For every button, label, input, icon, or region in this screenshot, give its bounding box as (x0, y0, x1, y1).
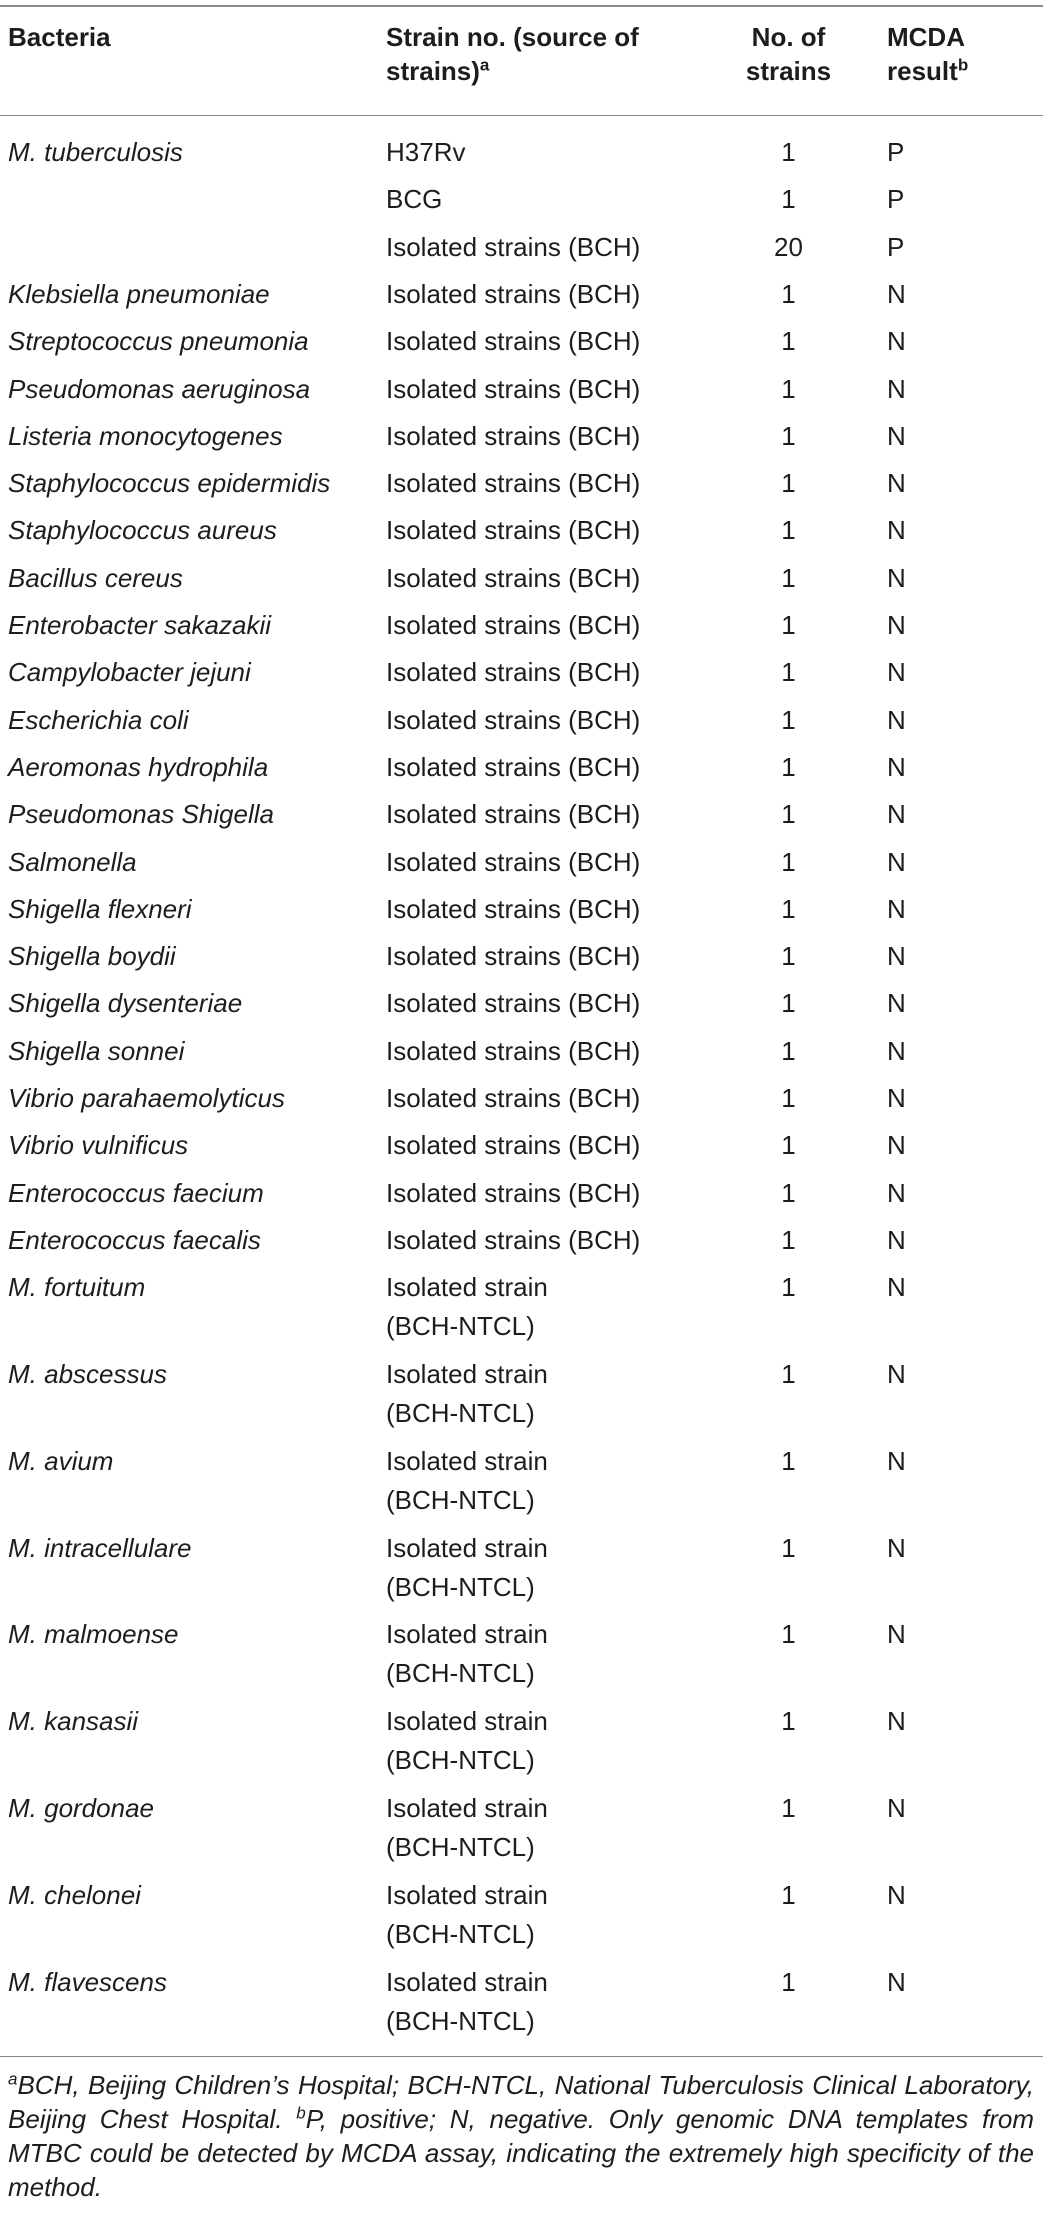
cell-strain-source: Isolated strain (386, 1879, 548, 1910)
cell-mcda-result: N (887, 1035, 906, 1066)
cell-number-of-strains: 1 (781, 1966, 796, 1997)
header-result-line2 (887, 54, 968, 88)
cell-strain-source-line2: (BCH-NTCL) (386, 2005, 535, 2036)
cell-strain-source-line2: (BCH-NTCL) (386, 1918, 535, 1949)
cell-mcda-result: N (887, 373, 906, 404)
cell-strain-source-line2: (BCH-NTCL) (386, 1832, 535, 1862)
cell-strain-source: Isolated strains (BCH) (386, 941, 641, 972)
cell-mcda-result: N (887, 1130, 906, 1161)
cell-bacteria: Aeromonas hydrophila (8, 751, 269, 782)
cell-mcda-result: N (887, 941, 906, 972)
cell-bacteria: M. malmoense (8, 1619, 179, 1650)
header-count-line2: strains (745, 56, 832, 86)
cell-mcda-result: N (887, 1177, 906, 1208)
cell-number-of-strains: 1 (781, 515, 796, 546)
cell-mcda-result: N (887, 1272, 906, 1303)
cell-strain-source: Isolated strains (BCH) (386, 326, 641, 357)
cell-number-of-strains: 1 (781, 1130, 796, 1161)
cell-mcda-result: N (887, 1445, 906, 1476)
cell-number-of-strains: 20 (774, 231, 803, 262)
cell-strain-source: Isolated strains (BCH) (386, 373, 641, 404)
header-strain-line2 (386, 54, 639, 88)
footnote-marker-b: b (957, 55, 969, 75)
cell-number-of-strains: 1 (781, 278, 796, 309)
cell-number-of-strains: 1 (781, 751, 796, 782)
cell-mcda-result: N (887, 704, 906, 735)
header-bottom-rule (0, 115, 1043, 116)
cell-mcda-result: N (887, 846, 906, 877)
header-strain-line1: Strain no. (source of (386, 22, 639, 52)
cell-number-of-strains: 1 (781, 1706, 796, 1737)
cell-bacteria: M. kansasii (8, 1706, 139, 1737)
cell-number-of-strains: 1 (781, 184, 796, 215)
header-bacteria: Bacteria (8, 22, 111, 52)
cell-strain-source-line2: (BCH-NTCL) (386, 1484, 535, 1515)
footnote-sup-b: b (296, 2103, 306, 2123)
cell-mcda-result: N (887, 1359, 906, 1389)
cell-strain-source: Isolated strains (BCH) (386, 751, 641, 782)
cell-bacteria: Bacillus cereus (8, 562, 183, 593)
cell-strain-source: Isolated strains (BCH) (386, 610, 641, 640)
cell-number-of-strains: 1 (781, 1793, 796, 1823)
cell-bacteria: M. chelonei (8, 1879, 141, 1910)
cell-strain-source-line2: (BCH-NTCL) (386, 1658, 535, 1689)
cell-mcda-result: N (887, 468, 906, 499)
cell-strain-source: Isolated strain (386, 1272, 548, 1303)
cell-strain-source: Isolated strains (BCH) (386, 799, 641, 830)
cell-strain-source: H37Rv (386, 137, 466, 167)
cell-mcda-result: N (887, 610, 906, 640)
table-top-rule (0, 5, 1043, 7)
cell-bacteria: Vibrio parahaemolyticus (8, 1083, 285, 1113)
cell-mcda-result: N (887, 1879, 906, 1910)
cell-number-of-strains: 1 (781, 326, 796, 357)
cell-bacteria: Pseudomonas aeruginosa (8, 373, 311, 404)
cell-bacteria: Listeria monocytogenes (8, 420, 283, 451)
cell-bacteria: M. intracellulare (8, 1532, 192, 1563)
cell-mcda-result: P (887, 184, 905, 215)
cell-mcda-result: N (887, 326, 906, 357)
cell-mcda-result: P (887, 231, 905, 262)
cell-bacteria: M. fortuitum (8, 1272, 146, 1303)
cell-mcda-result: N (887, 1224, 906, 1255)
cell-strain-source: Isolated strains (BCH) (386, 468, 641, 499)
cell-bacteria: M. gordonae (8, 1793, 154, 1823)
cell-strain-source: Isolated strain (386, 1359, 548, 1389)
cell-number-of-strains: 1 (781, 988, 796, 1019)
cell-bacteria: Shigella boydii (8, 941, 176, 972)
cell-bacteria: Vibrio vulnificus (8, 1130, 189, 1161)
cell-strain-source: Isolated strains (BCH) (386, 562, 641, 593)
cell-strain-source: Isolated strains (BCH) (386, 893, 641, 924)
cell-number-of-strains: 1 (781, 1177, 796, 1208)
cell-number-of-strains: 1 (781, 562, 796, 593)
cell-mcda-result: N (887, 988, 906, 1019)
header-result-line2-text: result (887, 56, 958, 86)
header-count-line1: No. of (751, 22, 826, 52)
cell-strain-source: Isolated strain (386, 1532, 548, 1563)
cell-number-of-strains: 1 (781, 610, 796, 640)
cell-bacteria: Escherichia coli (8, 704, 189, 735)
header-strain-source (386, 20, 639, 88)
cell-strain-source: Isolated strains (BCH) (386, 846, 641, 877)
cell-mcda-result: N (887, 1793, 906, 1823)
cell-number-of-strains: 1 (781, 1083, 796, 1113)
cell-number-of-strains: 1 (781, 1359, 796, 1389)
cell-bacteria: M. avium (8, 1445, 114, 1476)
cell-strain-source: Isolated strains (BCH) (386, 988, 641, 1019)
footnote-sup-a: a (8, 2069, 18, 2089)
cell-mcda-result: N (887, 1532, 906, 1563)
cell-number-of-strains: 1 (781, 1879, 796, 1910)
cell-number-of-strains: 1 (781, 799, 796, 830)
cell-strain-source: Isolated strains (BCH) (386, 1130, 641, 1161)
cell-number-of-strains: 1 (781, 893, 796, 924)
cell-mcda-result: N (887, 278, 906, 309)
cell-number-of-strains: 1 (781, 1532, 796, 1563)
cell-strain-source: Isolated strains (BCH) (386, 515, 641, 546)
cell-mcda-result: N (887, 1706, 906, 1737)
cell-strain-source: Isolated strains (BCH) (386, 657, 641, 688)
cell-strain-source: Isolated strains (BCH) (386, 704, 641, 735)
cell-mcda-result: N (887, 657, 906, 688)
cell-number-of-strains: 1 (781, 846, 796, 877)
cell-mcda-result: N (887, 1083, 906, 1113)
cell-bacteria: Shigella dysenteriae (8, 988, 243, 1019)
cell-bacteria: Campylobacter jejuni (8, 657, 251, 688)
cell-bacteria: M. abscessus (8, 1359, 167, 1389)
cell-strain-source-line2: (BCH-NTCL) (386, 1311, 535, 1342)
cell-number-of-strains: 1 (781, 1224, 796, 1255)
cell-bacteria: Pseudomonas Shigella (8, 799, 274, 830)
cell-bacteria: Enterobacter sakazakii (8, 610, 272, 640)
cell-mcda-result: N (887, 515, 906, 546)
cell-bacteria: M. flavescens (8, 1966, 167, 1997)
cell-bacteria: Streptococcus pneumonia (8, 326, 309, 357)
cell-strain-source: Isolated strains (BCH) (386, 1177, 641, 1208)
cell-number-of-strains: 1 (781, 704, 796, 735)
cell-strain-source-line2: (BCH-NTCL) (386, 1745, 535, 1776)
cell-number-of-strains: 1 (781, 137, 796, 167)
table-bottom-rule (0, 2056, 1043, 2057)
cell-mcda-result: N (887, 893, 906, 924)
cell-bacteria: Enterococcus faecium (8, 1177, 264, 1208)
cell-strain-source-line2: (BCH-NTCL) (386, 1398, 535, 1428)
header-number-of-strains (740, 20, 837, 88)
cell-strain-source: BCG (386, 184, 443, 215)
cell-strain-source-line2: (BCH-NTCL) (386, 1571, 535, 1602)
cell-number-of-strains: 1 (781, 941, 796, 972)
cell-mcda-result: N (887, 1619, 906, 1650)
cell-bacteria: Shigella sonnei (8, 1035, 185, 1066)
cell-number-of-strains: 1 (781, 420, 796, 451)
cell-number-of-strains: 1 (781, 1035, 796, 1066)
cell-mcda-result: N (887, 1966, 906, 1997)
header-strain-line2-text: strains) (386, 56, 480, 86)
header-mcda-result (887, 20, 968, 88)
cell-bacteria: Shigella flexneri (8, 893, 192, 924)
cell-mcda-result: N (887, 799, 906, 830)
cell-strain-source: Isolated strains (BCH) (386, 1035, 641, 1066)
cell-number-of-strains: 1 (781, 1619, 796, 1650)
cell-bacteria: Staphylococcus epidermidis (8, 468, 331, 499)
cell-bacteria: Klebsiella pneumoniae (8, 278, 270, 309)
cell-bacteria: Salmonella (8, 846, 137, 877)
cell-mcda-result: N (887, 420, 906, 451)
cell-mcda-result: P (887, 137, 905, 167)
cell-number-of-strains: 1 (781, 1272, 796, 1303)
cell-strain-source: Isolated strain (386, 1619, 548, 1650)
footnote-text-a: BCH, Beijing Children’s Hospital; BCH-NTCL, National Tuberculosis Clinical Laboratory, Beijing Chest Hospital. (8, 2070, 1034, 2134)
cell-strain-source: Isolated strains (BCH) (386, 278, 641, 309)
cell-mcda-result: N (887, 562, 906, 593)
cell-number-of-strains: 1 (781, 373, 796, 404)
cell-bacteria: Staphylococcus aureus (8, 515, 277, 546)
cell-strain-source: Isolated strain (386, 1445, 548, 1476)
cell-strain-source: Isolated strains (BCH) (386, 1224, 641, 1255)
cell-strain-source: Isolated strain (386, 1966, 548, 1997)
cell-strain-source: Isolated strain (386, 1706, 548, 1737)
cell-strain-source: Isolated strain (386, 1793, 548, 1823)
cell-strain-source: Isolated strains (BCH) (386, 420, 641, 451)
footnote-marker-a: a (479, 55, 490, 75)
cell-bacteria: M. tuberculosis (8, 137, 183, 167)
cell-number-of-strains: 1 (781, 657, 796, 688)
table-footnote (8, 2068, 1034, 2204)
footnote-text-b: P, positive; N, negative. Only genomic DNA templates from MTBC could be detected by MCDA assay, indicating the extremely high specificity of the method. (8, 2104, 1034, 2202)
cell-strain-source: Isolated strains (BCH) (386, 231, 641, 262)
cell-mcda-result: N (887, 751, 906, 782)
cell-strain-source: Isolated strains (BCH) (386, 1083, 641, 1113)
cell-number-of-strains: 1 (781, 468, 796, 499)
cell-bacteria: Enterococcus faecalis (8, 1224, 261, 1255)
cell-number-of-strains: 1 (781, 1445, 796, 1476)
header-result-line1: MCDA (887, 22, 965, 52)
